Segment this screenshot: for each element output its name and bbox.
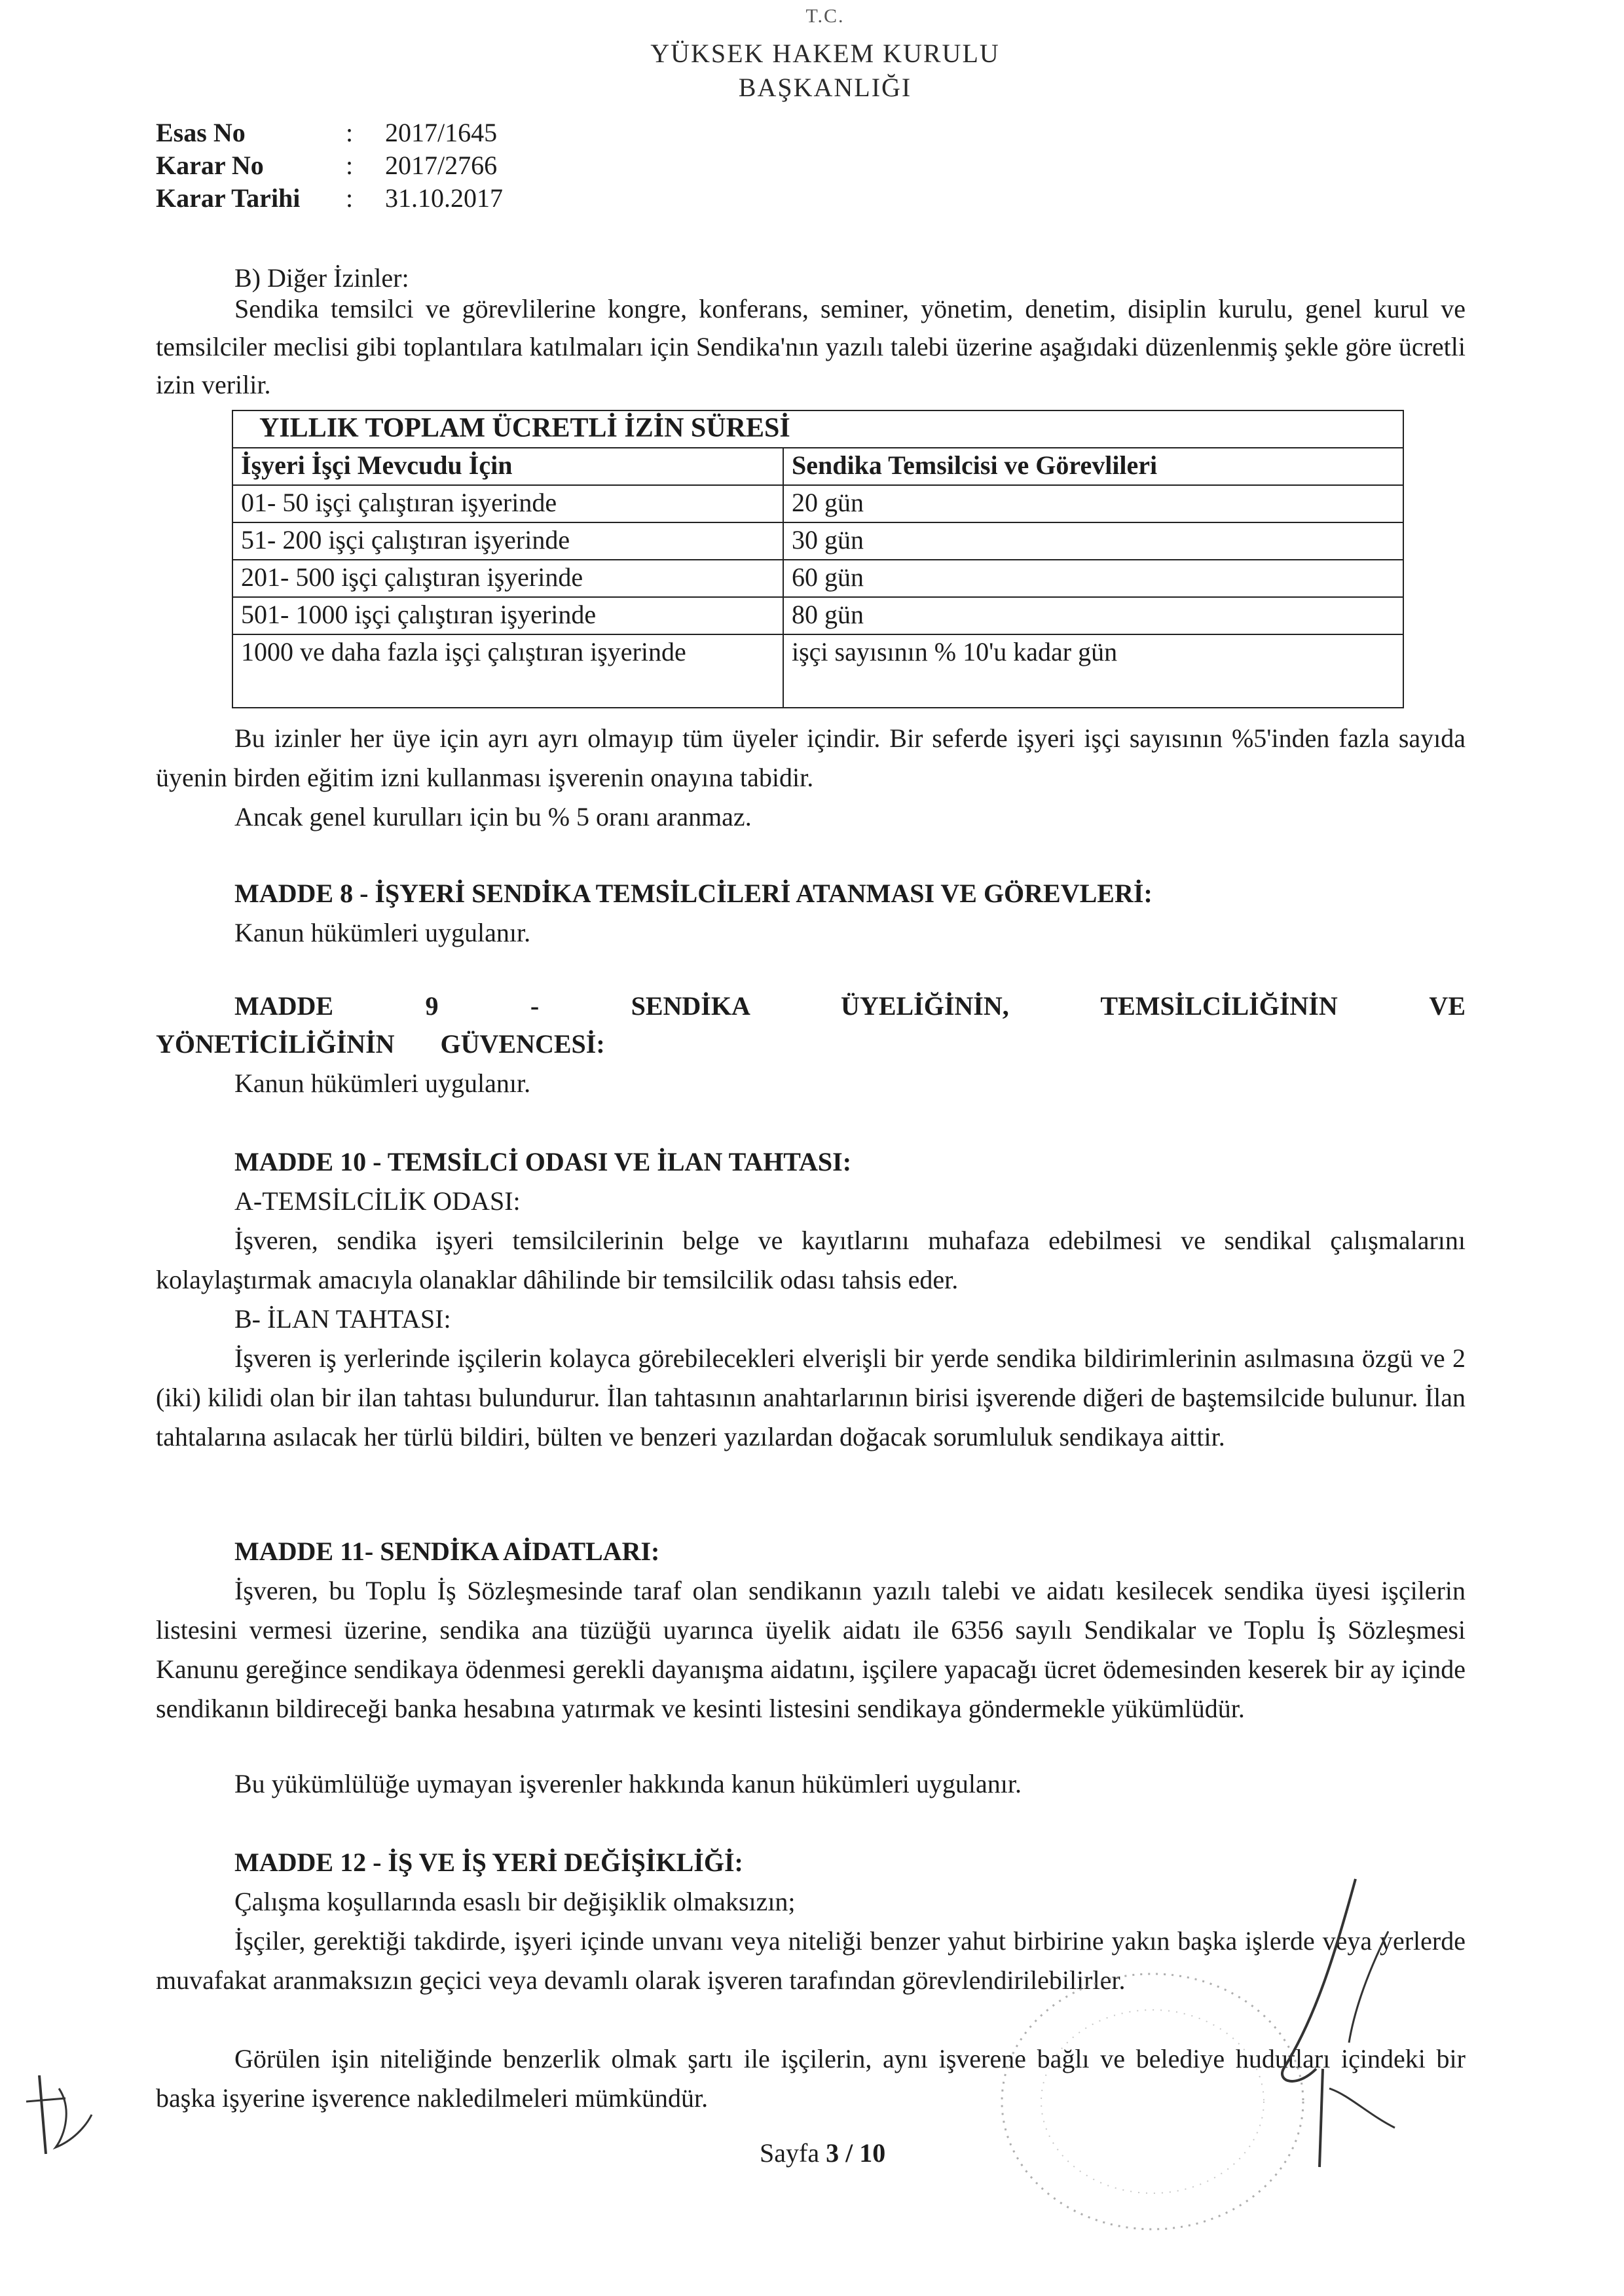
- madde-10-subheading-a: A-TEMSİLCİLİK ODASI:: [234, 1186, 521, 1216]
- madde-10-heading: MADDE 10 - TEMSİLCİ ODASI VE İLAN TAHTASI:: [234, 1147, 852, 1176]
- meta-colon: :: [346, 118, 354, 147]
- table-cell: 60 gün: [783, 560, 1403, 597]
- column-header: Sendika Temsilcisi ve Görevlileri: [783, 448, 1403, 485]
- madde-12-paragraph-3: Görülen işin niteliğinde benzerlik olmak şartı ile işçilerin, aynı işverene bağlı ve belediye hudutları içindeki bir başka işyerine işverence nakledilmeleri mümkündür.: [156, 2044, 1466, 2113]
- madde-9-body: Kanun hükümleri uygulanır.: [234, 1068, 531, 1098]
- meta-row-esas: [156, 117, 503, 149]
- madde-11-heading: MADDE 11- SENDİKA AİDATLARI:: [234, 1537, 660, 1566]
- page-number: [760, 2138, 885, 2168]
- madde-11-paragraph-1: İşveren, bu Toplu İş Sözleşmesinde taraf olan sendikanın yazılı talebi ve aidatı kesilecek sendika üyesi işçilerin listesini vermesi üzerine, sendika ana tüzüğü uyarınca üyelik aidatı ile 6356 sayılı Sendikalar ve Toplu İş Sözleşmesi Kanunu gereğince sendikaya ödenmesi gerekli dayanışma aidatını, işçilere yapacağı ücret ödemesinden keserek bir ay içinde sendikanın bildireceği banka hesabına yatırmak ve kesinti listesini sendikaya göndermekle yükümlüdür.: [156, 1576, 1466, 1723]
- meta-label: Karar No: [156, 151, 264, 180]
- signature-initial-left: [20, 2062, 105, 2167]
- table-cell: 80 gün: [783, 597, 1403, 634]
- leave-duration-table: [232, 410, 1404, 708]
- madde-12-heading: MADDE 12 - İŞ VE İŞ YERİ DEĞİŞİKLİĞİ:: [234, 1848, 743, 1877]
- table-row: [232, 634, 1403, 708]
- table-title: YILLIK TOPLAM ÜCRETLİ İZİN SÜRESİ: [232, 410, 1403, 448]
- page-prefix: Sayfa: [760, 2138, 820, 2168]
- table-row: [232, 522, 1403, 560]
- table-cell: 201- 500 işçi çalıştıran işyerinde: [232, 560, 783, 597]
- table-header-row: [232, 448, 1403, 485]
- meta-label: Karar Tarihi: [156, 183, 301, 213]
- madde-9-heading: MADDE 9 - SENDİKA ÜYELİĞİNİN, TEMSİLCİLİĞİNİN VE YÖNETİCİLİĞİNİN GÜVENCESİ:: [156, 991, 1466, 1059]
- meta-value: 2017/2766: [385, 151, 498, 180]
- madde-11-paragraph-2: Bu yükümlülüğe uymayan işverenler hakkında kanun hükümleri uygulanır.: [234, 1769, 1022, 1798]
- institution-subtitle: BAŞKANLIĞI: [738, 73, 912, 102]
- header-top-line: T.C.: [805, 5, 845, 27]
- madde-10-subheading-b: B- İLAN TAHTASI:: [234, 1304, 451, 1334]
- table-cell: 501- 1000 işçi çalıştıran işyerinde: [232, 597, 783, 634]
- after-table-note: Ancak genel kurulları için bu % 5 oranı aranmaz.: [234, 802, 752, 831]
- page-total: 10: [859, 2138, 886, 2168]
- table-cell: 30 gün: [783, 522, 1403, 560]
- madde-12-paragraph-2: İşçiler, gerektiği takdirde, işyeri içinde unvanı veya niteliği benzer yahut birbirine yakın başka işlerde veya yerlerde muvafakat aranmaksızın geçici veya devamlı olarak işveren tarafından görevlendirilebilirler.: [156, 1926, 1466, 1995]
- meta-row-tarih: [156, 182, 503, 215]
- after-table-paragraph: Bu izinler her üye için ayrı ayrı olmayıp tüm üyeler içindir. Bir seferde işyeri işçi sayısının %5'inden fazla sayıda üyenin birden eğitim izni kullanması işverenin onayına tabidir.: [156, 723, 1466, 792]
- table-row: [232, 560, 1403, 597]
- madde-8-heading: MADDE 8 - İŞYERİ SENDİKA TEMSİLCİLERİ ATANMASI VE GÖREVLERİ:: [234, 879, 1153, 908]
- table-title-row: [232, 410, 1403, 448]
- case-metadata: [156, 117, 503, 215]
- table-row: [232, 597, 1403, 634]
- madde-10-b-body: İşveren iş yerlerinde işçilerin kolayca görebilecekleri elverişli bir yerde sendika bildirimlerinin asılmasına özgü ve 2 (iki) kilidi olan bir ilan tahtası bulundurur. İlan tahtasının anahtarlarının birisi işverende diğeri de baştemsilcide bulunur. İlan tahtalarına asılacak her türlü bildiri, bülten ve benzeri yazılardan doğacak sorumluluk sendikaya aittir.: [156, 1343, 1466, 1451]
- meta-label: Esas No: [156, 118, 246, 147]
- section-b-heading: B) Diğer İzinler:: [234, 263, 409, 293]
- meta-colon: :: [346, 151, 354, 180]
- institution-title: YÜKSEK HAKEM KURULU: [650, 39, 1000, 68]
- madde-10-a-body: İşveren, sendika işyeri temsilcilerinin belge ve kayıtlarını muhafaza edebilmesi ve sendikal çalışmalarını kolaylaştırmak amacıyla olanaklar dâhilinde bir temsilcilik odası tahsis eder.: [156, 1226, 1466, 1294]
- meta-row-karar: [156, 149, 503, 182]
- table-cell: 51- 200 işçi çalıştıran işyerinde: [232, 522, 783, 560]
- table-row: [232, 485, 1403, 522]
- meta-colon: :: [346, 183, 354, 213]
- signature-right: [1257, 1872, 1467, 2174]
- column-header: İşyeri İşçi Mevcudu İçin: [232, 448, 783, 485]
- table-cell: 20 gün: [783, 485, 1403, 522]
- madde-8-body: Kanun hükümleri uygulanır.: [234, 918, 531, 947]
- page-current: 3: [826, 2138, 840, 2168]
- table-cell: 01- 50 işçi çalıştıran işyerinde: [232, 485, 783, 522]
- page-separator: /: [845, 2138, 853, 2168]
- meta-value: 31.10.2017: [385, 183, 503, 213]
- section-b-paragraph: Sendika temsilci ve görevlilerine kongre, konferans, seminer, yönetim, denetim, disiplin kurulu, genel kurul ve temsilciler meclisi gibi toplantılara katılmaları için Sendika'nın yazılı talebi üzerine aşağıdaki düzenlenmiş şekle göre ücretli izin verilir.: [156, 294, 1466, 399]
- table-cell: 1000 ve daha fazla işçi çalıştıran işyerinde: [232, 634, 783, 708]
- madde-12-paragraph-1: Çalışma koşullarında esaslı bir değişiklik olmaksızın;: [234, 1887, 796, 1916]
- table-cell: işçi sayısının % 10'u kadar gün: [783, 634, 1403, 708]
- meta-value: 2017/1645: [385, 118, 498, 147]
